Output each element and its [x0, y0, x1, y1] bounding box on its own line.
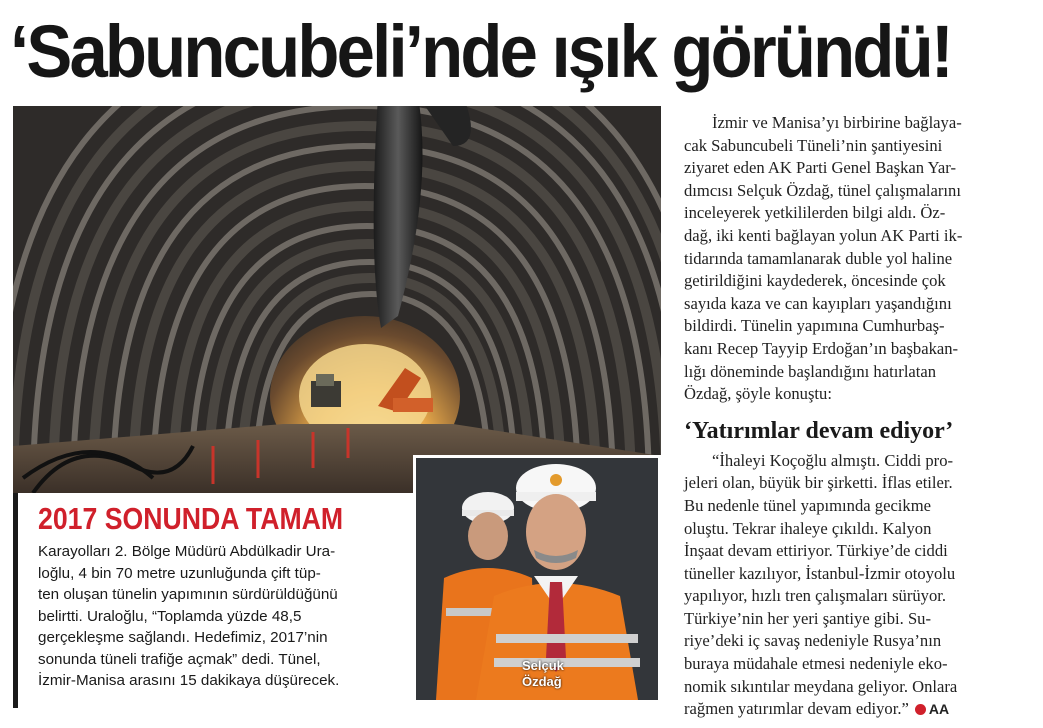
tunnel-photo: [13, 106, 661, 493]
sidebar-line: sonunda tüneli trafiğe açmak” dedi. Tünel,: [38, 650, 321, 668]
article-line: yapılıyor, hızlı tren çalışmaları sürüyor.: [684, 586, 946, 606]
article-line: ziyaret eden AK Parti Genel Başkan Yar-: [684, 158, 957, 178]
headline: ‘Sabuncubeli’nde ışık göründü!: [10, 10, 952, 93]
article-line: tidarında tamamlanarak duble yol haline: [684, 248, 953, 268]
article-line: sayıda kaza ve can kayıpları yaşandığını: [684, 293, 952, 313]
article-line: riye’deki iç savaş nedeniyle Rusya’nın: [684, 631, 942, 651]
article-line: cak Sabuncubeli Tüneli’nin şantiyesini: [684, 135, 943, 155]
sidebar-line: gerçekleşme sağlandı. Hedefimiz, 2017’nin: [38, 629, 328, 646]
sidebar-body: [38, 541, 414, 692]
sidebar-line: İzmir-Manisa arasını 15 dakikaya düşürecek.: [38, 672, 340, 689]
sidebar-line: ten oluşan tünelin yapımının sürdürüldüğünü: [38, 586, 338, 603]
article-line: dımcısı Selçuk Özdağ, tünel çalışmalarını: [684, 180, 961, 200]
sidebar-line: Karayolları 2. Bölge Müdürü Abdülkadir Ura-: [38, 543, 336, 560]
article-line: getirildiğini kaydederek, öncesinde çok: [684, 271, 946, 291]
article-line: “İhaleyi Koçoğlu almıştı. Ciddi pro-: [712, 450, 954, 470]
sidebar-line: loğlu, 4 bin 70 metre uzunluğunda çift tüp-: [38, 564, 321, 582]
article-last-line: [684, 698, 1036, 721]
article-line: jeleri olan, büyük bir şirketti. İflas etiler.: [684, 473, 953, 493]
article-line: Bu nedenle tünel yapımında gecikme: [684, 495, 931, 515]
article-column: [684, 112, 1036, 721]
article-line: buraya müdahale etmesi nedeniyle eko-: [684, 654, 948, 674]
red-dot-icon: [915, 704, 926, 715]
photo-caption-line1: Selçuk: [522, 658, 564, 673]
article-line: dağ, iki kenti bağlayan yolun AK Parti ik-: [684, 225, 963, 245]
article-line: kanı Recep Tayyip Erdoğan’ın başbakan-: [684, 338, 959, 358]
sidebar-box: [13, 493, 410, 708]
article-line: Özdağ, şöyle konuştu:: [684, 384, 832, 404]
article-line: lığı döneminde başlandığını hatırlatan: [684, 361, 937, 381]
article-line: rağmen yatırımlar devam ediyor.”: [684, 699, 909, 719]
photo-caption-line2: Özdağ: [522, 674, 562, 689]
article-line: inceleyerek yetkililerden bilgi aldı. Öz-: [684, 203, 946, 223]
article-line: nomik sıkıntılar meydana geliyor. Onlara: [684, 676, 958, 696]
source-tag: AA: [928, 701, 950, 718]
inset-photo: [413, 455, 661, 703]
article-line: Türkiye’nin her yeri şantiye gibi. Su-: [684, 608, 932, 628]
article-line: İzmir ve Manisa’yı birbirine bağlaya-: [712, 113, 962, 132]
article-line: oluştu. Tekrar ihaleye çıkıldı. Kalyon: [684, 518, 932, 538]
article-line: bildirdi. Tünelin yapımına Cumhurbaş-: [684, 316, 945, 336]
article-line: tüneller kazılıyor, İstanbul-İzmir otoyolu: [684, 563, 956, 583]
article-subhead: ‘Yatırımlar devam ediyor’: [684, 417, 954, 444]
article-intro: [684, 112, 1036, 406]
photo-caption: [522, 658, 564, 690]
sidebar-line: belirtti. Uraloğlu, “Toplamda yüzde 48,5: [38, 607, 302, 625]
article-line: İnşaat devam ettiriyor. Türkiye’de ciddi: [684, 541, 948, 561]
sidebar-title: 2017 SONUNDA TAMAM: [38, 501, 344, 536]
article-quote: [684, 450, 1036, 721]
